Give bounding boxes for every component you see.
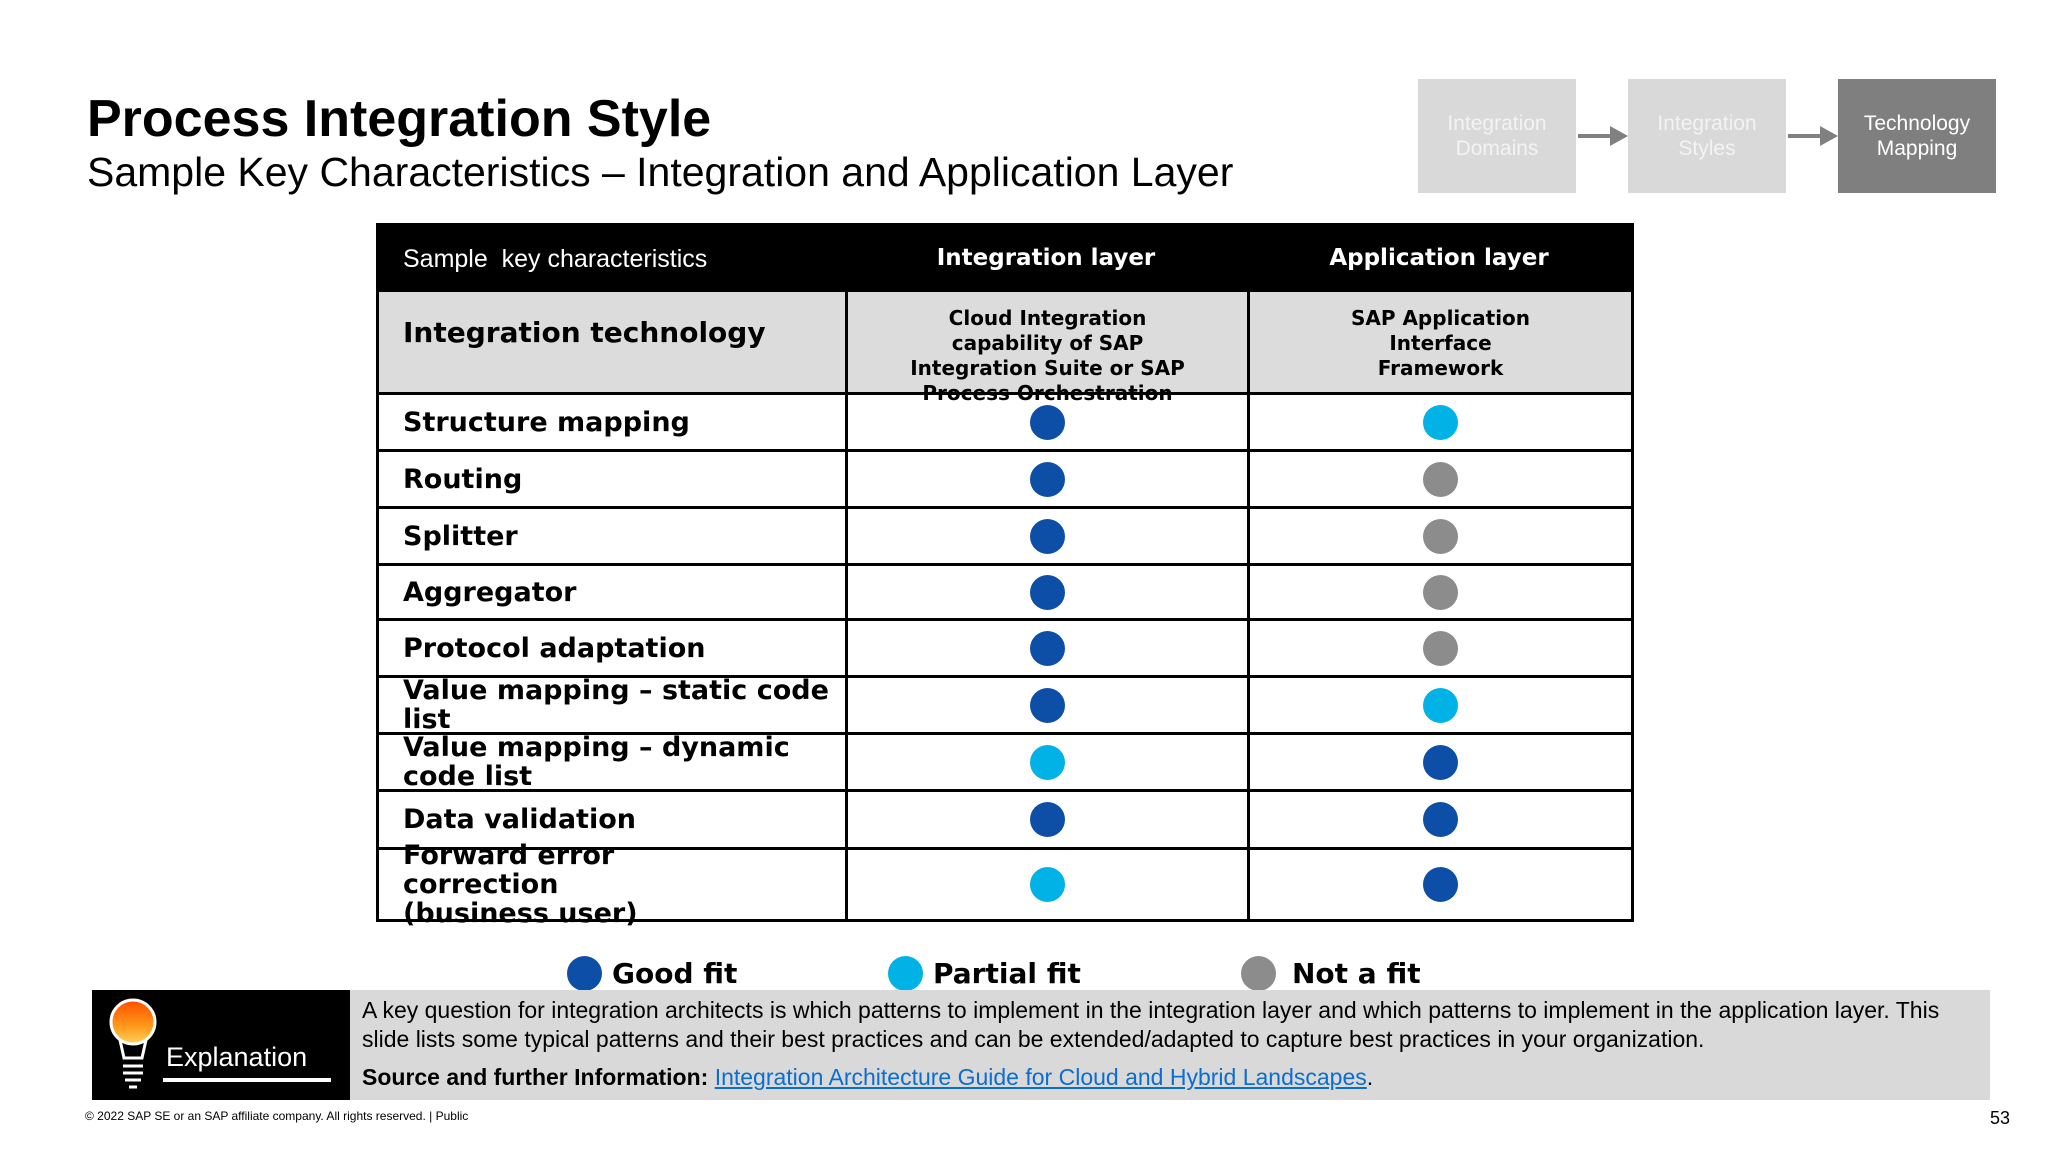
- not-a-fit-dot-icon: [1423, 575, 1458, 610]
- page-number: 53: [1989, 1108, 2010, 1128]
- integration-layer-cell: [845, 850, 1247, 919]
- legend-good-fit: [567, 956, 737, 991]
- application-layer-cell: [1247, 735, 1631, 789]
- arrow-right-icon: [1788, 124, 1840, 148]
- page-title: Process Integration Style: [87, 90, 712, 148]
- flow-step-label: Technology Mapping: [1863, 112, 1971, 160]
- partial-fit-dot-icon: [888, 956, 923, 991]
- application-layer-cell: [1247, 509, 1631, 563]
- table-header-row: [379, 226, 1631, 289]
- flow-step-integration-styles: [1628, 79, 1786, 193]
- integration-layer-cell: [845, 621, 1247, 675]
- good-fit-dot-icon: [1030, 575, 1065, 610]
- row-label: Integration technology: [403, 316, 766, 349]
- legend-label: Good fit: [612, 957, 738, 990]
- not-a-fit-dot-icon: [1423, 631, 1458, 666]
- table-row: [379, 840, 1631, 929]
- application-layer-cell: [1247, 395, 1631, 449]
- partial-fit-dot-icon: [1423, 688, 1458, 723]
- lightbulb-icon: [104, 996, 162, 1096]
- integration-layer-cell: [845, 566, 1247, 618]
- flow-step-label: Integration Styles: [1657, 112, 1757, 160]
- integration-layer-cell: [845, 735, 1247, 789]
- table-row: [379, 675, 1631, 735]
- good-fit-dot-icon: [1423, 745, 1458, 780]
- explanation-panel: [92, 990, 350, 1100]
- explanation-underline: [163, 1078, 331, 1082]
- column-header-integration-layer: Integration layer: [936, 244, 1156, 271]
- explanation-content: [350, 990, 1990, 1100]
- good-fit-dot-icon: [1030, 462, 1065, 497]
- flow-step-technology-mapping: [1838, 79, 1996, 193]
- application-technology-cell: [1247, 292, 1631, 392]
- table-row: [379, 392, 1631, 449]
- good-fit-dot-icon: [1030, 405, 1065, 440]
- legend-partial-fit: [888, 956, 1081, 991]
- flow-step-label: Integration Domains: [1447, 112, 1547, 160]
- explanation-label: Explanation: [166, 1042, 308, 1072]
- not-a-fit-dot-icon: [1241, 956, 1276, 991]
- legend-label: Partial fit: [933, 957, 1081, 990]
- not-a-fit-dot-icon: [1423, 519, 1458, 554]
- integration-layer-technology: Cloud Integration capability of SAP Integration Suite or SAP Process Orchestration: [910, 306, 1185, 405]
- flow-step-integration-domains: [1418, 79, 1576, 193]
- integration-layer-cell: [845, 509, 1247, 563]
- table-row: [379, 449, 1631, 506]
- source-line: [362, 1064, 1373, 1091]
- good-fit-dot-icon: [1423, 867, 1458, 902]
- row-label: Aggregator: [403, 576, 577, 608]
- legend-not-a-fit: [1241, 956, 1421, 991]
- table-row: [379, 789, 1631, 847]
- row-label: Data validation: [403, 804, 636, 835]
- integration-technology-row: [379, 289, 1631, 405]
- column-header-application-layer: Application layer: [1329, 244, 1549, 271]
- application-layer-cell: [1247, 452, 1631, 506]
- table-row: [379, 563, 1631, 618]
- partial-fit-dot-icon: [1030, 867, 1065, 902]
- row-label: Value mapping – static code list: [403, 675, 829, 735]
- table-row: [379, 618, 1631, 675]
- application-layer-technology: SAP Application Interface Framework: [1350, 306, 1531, 380]
- integration-layer-cell: [845, 395, 1247, 449]
- application-layer-cell: [1247, 566, 1631, 618]
- application-layer-cell: [1247, 678, 1631, 732]
- row-label: Structure mapping: [403, 406, 690, 438]
- table-body: [379, 392, 1631, 929]
- good-fit-dot-icon: [1030, 631, 1065, 666]
- characteristics-table: [376, 223, 1634, 929]
- good-fit-dot-icon: [1030, 802, 1065, 837]
- row-label: Forward error correction (business user): [403, 840, 638, 929]
- source-label: Source and further Information:: [362, 1064, 709, 1090]
- legend-label: Not a fit: [1292, 957, 1421, 990]
- good-fit-dot-icon: [1030, 688, 1065, 723]
- partial-fit-dot-icon: [1423, 405, 1458, 440]
- row-label: Value mapping – dynamic code list: [403, 732, 790, 792]
- arrow-right-icon: [1578, 124, 1630, 148]
- partial-fit-dot-icon: [1030, 745, 1065, 780]
- row-label: Protocol adaptation: [403, 632, 706, 664]
- column-header-characteristics: Sample key characteristics: [403, 245, 708, 273]
- page-subtitle: Sample Key Characteristics – Integration and Application Layer: [87, 149, 1234, 195]
- integration-layer-cell: [845, 678, 1247, 732]
- good-fit-dot-icon: [1423, 802, 1458, 837]
- row-label: Splitter: [403, 520, 518, 552]
- application-layer-cell: [1247, 621, 1631, 675]
- integration-layer-cell: [845, 452, 1247, 506]
- good-fit-dot-icon: [567, 956, 602, 991]
- source-end: .: [1366, 1064, 1374, 1090]
- explanation-text: A key question for integration architects is which patterns to implement in the integration layer and which patterns to implement in the application layer. This slide lists some typical patterns and their best practices and can be extended/adapted to capture best practices in your organization.: [362, 997, 1940, 1052]
- integration-layer-cell: [845, 792, 1247, 847]
- table-row: [379, 506, 1631, 563]
- row-label: Routing: [403, 463, 523, 495]
- table-row: [379, 732, 1631, 792]
- good-fit-dot-icon: [1030, 519, 1065, 554]
- application-layer-cell: [1247, 850, 1631, 919]
- not-a-fit-dot-icon: [1423, 462, 1458, 497]
- copyright-footer: © 2022 SAP SE or an SAP affiliate company. All rights reserved. | Public: [85, 1109, 469, 1123]
- integration-technology-cell: [845, 292, 1247, 405]
- application-layer-cell: [1247, 792, 1631, 847]
- source-link[interactable]: Integration Architecture Guide for Cloud and Hybrid Landscapes: [714, 1064, 1367, 1090]
